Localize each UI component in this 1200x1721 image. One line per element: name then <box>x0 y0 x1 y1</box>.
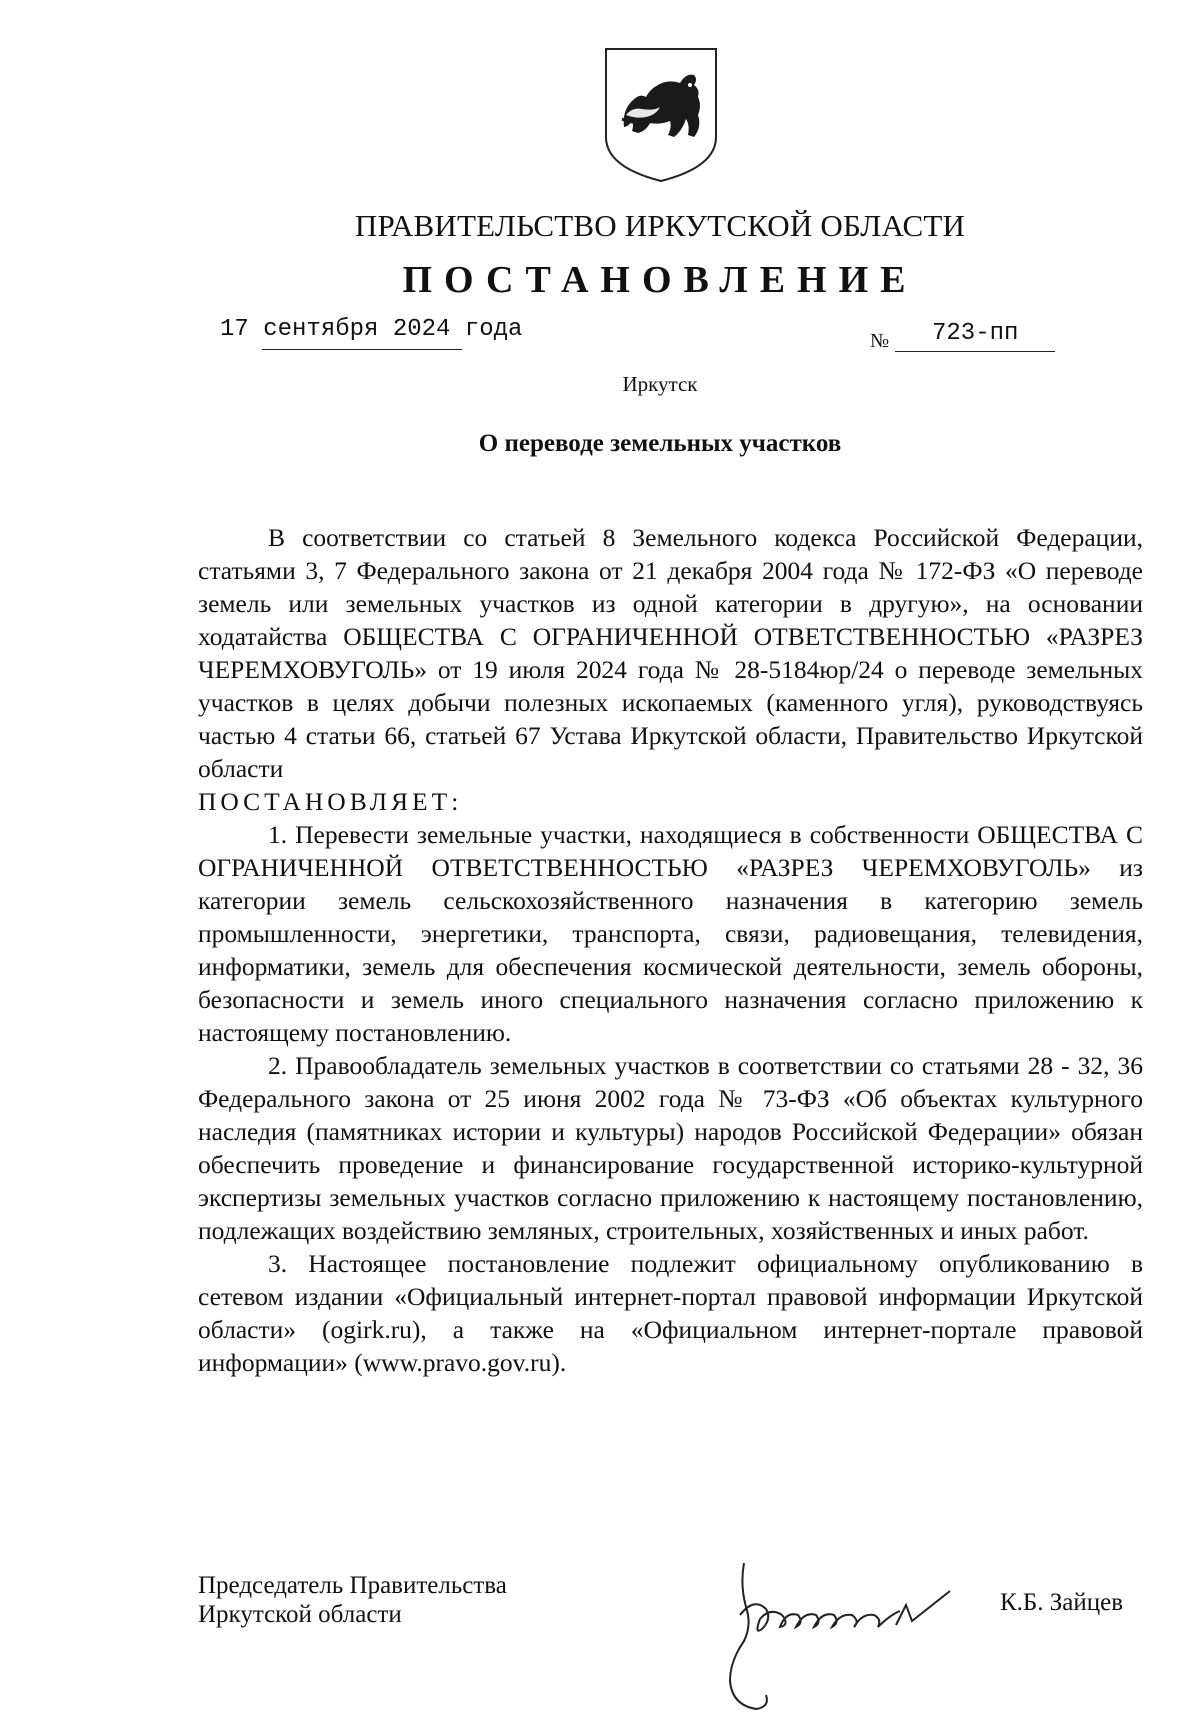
number-sign: № <box>870 330 890 352</box>
signatory-name: К.Б. Зайцев <box>1000 1589 1124 1616</box>
date-underline <box>262 349 462 350</box>
document-type: ПОСТАНОВЛЕНИЕ <box>402 259 918 301</box>
document-subject: О переводе земельных участков <box>478 430 842 457</box>
coat-of-arms-emblem <box>602 45 720 185</box>
number-underline <box>895 351 1055 352</box>
item-paragraph-1: 1. Перевести земельные участки, находящиеся в собственности ОБЩЕСТВА С ОГРАНИЧЕННОЙ ОТВЕТСТВЕННОСТЬЮ «РАЗРЕЗ ЧЕРЕМХОВУГОЛЬ» из категории земель сельскохозяйственного назначения в категорию земель промышленности, энергетики, транспорта, связи, радиовещания, телевидения, информатики, земель для обеспечения космической деятельности, земель обороны, безопасности и земель иного специального назначения согласно приложению к настоящему постановлению. <box>198 820 1143 1047</box>
document-body <box>198 521 1143 1379</box>
item-paragraph-2: 2. Правообладатель земельных участков в соответствии со статьями 28 - 32, 36 Федерального закона от 25 июня 2002 года № 73-ФЗ «Об объектах культурного наследия (памятниках истории и культуры) народов Российской Федерации» обязан обеспечить проведение и финансирование государственной историко-культурной экспертизы земельных участков согласно приложению к настоящему постановлению, подлежащих воздействию земляных, строительных, хозяйственных и иных работ. <box>198 1051 1143 1245</box>
government-title: ПРАВИТЕЛЬСТВО ИРКУТСКОЙ ОБЛАСТИ <box>354 208 966 243</box>
document-number: 723-пп <box>932 320 1019 347</box>
signatory-position: Председатель Правительства Иркутской области <box>198 1572 507 1628</box>
document-date: 17 сентября 2024 года <box>220 316 523 343</box>
preamble-paragraph: В соответствии со статьей 8 Земельного кодекса Российской Федерации, статьями 3, 7 Федерального закона от 21 декабря 2004 года № 172-ФЗ «О переводе земель или земельных участков из одной категории в другую», на основании ходатайства ОБЩЕСТВА С ОГРАНИЧЕННОЙ ОТВЕТСТВЕННОСТЬЮ «РАЗРЕЗ ЧЕРЕМХОВУГОЛЬ» от 19 июля 2024 года № 28-5184юр/24 о переводе земельных участков в целях добычи полезных ископаемых (каменного угля), руководствуясь частью 4 статьи 66, статьей 67 Устава Иркутской области, Правительство Иркутской области <box>198 523 1143 783</box>
item-paragraph-3: 3. Настоящее постановление подлежит официальному опубликованию в сетевом издании «Официальный интернет-портал правовой информации Иркутской области» (ogirk.ru), а также на «Официальном интернет-портале правовой информации» (www.pravo.gov.ru). <box>198 1249 1143 1377</box>
document-city: Иркутск <box>622 372 698 396</box>
postanovlyaet-heading: ПОСТАНОВЛЯЕТ: <box>198 787 463 816</box>
handwritten-signature <box>700 1555 970 1720</box>
